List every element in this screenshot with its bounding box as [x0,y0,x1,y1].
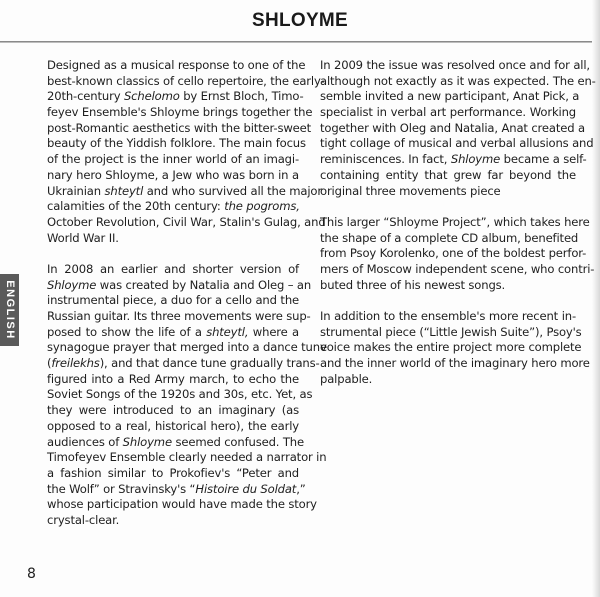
text-run: original three movements piece [320,183,501,198]
text-line [47,152,299,168]
text-run: specialist in verbal art performance. Working [320,105,576,120]
text-run: and who survived all the major [143,183,322,198]
text-run: together with Oleg and Natalia, Anat created a [320,120,585,135]
text-line [320,89,580,105]
text-run: Ukrainian [47,183,105,198]
text-line [320,230,579,247]
italic-text: Histoire du Soldat [195,481,297,496]
paragraph [320,214,595,293]
text-line [47,58,306,74]
language-tab-label: ENGLISH [3,280,16,340]
page-number: 8 [27,566,36,582]
text-run: although not exactly as it was expected. The en- [320,73,596,88]
text-run: In 2009 the issue was resolved once and for all, [320,58,590,72]
text-run: was created by Natalia and Oleg – an [96,277,312,292]
text-run: of the project is the inner world of an imagi- [47,152,299,167]
text-line [47,214,326,231]
text-line [47,403,299,419]
text-line [47,168,299,184]
text-run: posed to show the life of a [47,324,207,339]
text-run: synagogue prayer that merged into a dance tune [47,340,327,355]
text-run: feyev Ensemble's Shloyme brings together the [47,105,313,120]
text-line [47,183,322,200]
text-line [320,214,590,231]
paragraph [47,261,327,529]
text-run: containing entity that grew far beyond the [320,167,576,182]
text-run: Russian guitar. Its three movements were sup- [47,309,311,323]
text-line [320,168,576,184]
text-line [47,120,312,137]
text-run: best-known classics of cello repertoire, the early- [47,73,325,88]
text-run: tight collage of musical and verbal allusions and [320,136,594,151]
text-run: In 2008 an earlier and shorter version of [47,261,299,276]
text-line [47,434,304,451]
text-run: strumental piece (“Little Jewish Suite”), Psoy's [320,324,582,339]
paragraph [47,58,326,246]
text-line [47,497,317,513]
text-run: by Ernst Bloch, Timo- [179,89,304,104]
page-edge [592,0,600,597]
text-line [47,293,299,309]
text-line [47,466,299,482]
italic-text: shteytl, [206,324,249,339]
italic-text: Schelomo [123,89,180,104]
text-line [320,105,576,121]
text-line [47,372,299,388]
text-run: beauty of the Yiddish folklore. The main focus [47,136,306,151]
text-line [47,356,320,372]
italic-text: shteytl [104,183,144,198]
text-run: calamities of the 20th century: [47,199,225,214]
text-run: where a [248,324,299,339]
text-run: seemed confused. The [171,434,304,449]
text-line [320,73,596,90]
italic-text: the pogroms, [224,199,300,214]
italic-text: Shloyme [122,434,172,449]
text-line [47,262,299,278]
text-run: This larger “Shloyme Project”, which takes here [320,214,590,229]
italic-text: Shloyme [47,277,97,292]
text-line [47,89,304,105]
text-line [320,246,587,262]
text-line [47,387,313,403]
text-line [47,136,306,152]
text-run: mers of Moscow independent scene, who contri- [320,261,595,276]
text-run: opposed to a real, historical hero), the early [47,418,299,433]
text-line [47,73,325,90]
text-run: voice makes the entire project more complete [320,340,582,355]
text-line [320,356,590,372]
text-run: nary hero Shloyme, a Jew who was born in a [47,167,299,182]
text-line [47,419,299,435]
italic-text: freilekhs [51,356,100,371]
text-line [47,513,299,529]
left-column [47,58,327,544]
text-line [320,136,594,152]
text-line [320,278,576,294]
text-line [320,58,590,74]
text-run: the Wolf” or Stravinsky's “ [47,481,196,496]
text-line [47,199,299,215]
text-run: ,” [296,481,306,496]
text-line [320,184,576,200]
text-run: crystal-clear. [47,512,120,527]
text-line [47,325,299,341]
text-line [47,340,327,356]
right-column [320,58,596,403]
text-run: instrumental piece, a duo for a cello and the [47,293,299,308]
text-line [320,372,576,388]
text-run: palpable. [320,371,373,386]
text-run: World War II. [47,230,119,245]
text-run: became a self- [500,152,587,167]
text-line [47,231,299,247]
text-run: ( [47,356,52,371]
text-run: the shape of a complete CD album, benefited [320,230,579,245]
text-run: semble invited a new participant, Anat Pick, a [320,89,580,104]
text-run: audiences of [47,434,123,449]
text-run: buted three of his newest songs. [320,277,506,292]
text-run: whose participation would have made the story [47,497,317,512]
text-run: Timofeyev Ensemble clearly needed a narrator in [47,450,327,465]
text-line [47,277,312,294]
language-tab [0,274,19,346]
italic-text: Shloyme [450,152,501,167]
text-line [320,152,587,168]
text-line [320,309,576,325]
text-run: reminiscences. In fact, [320,152,451,167]
text-run: In addition to the ensemble's more recent in- [320,309,576,323]
text-line [47,105,313,121]
text-run: ), and that dance tune gradually trans- [99,356,320,371]
paragraph [320,58,596,199]
text-run: post-Romantic aesthetics with the bitter-sweet [47,120,312,135]
text-line [320,120,585,137]
page-title: SHLOYME [251,10,349,31]
text-line [47,481,306,498]
paragraph [320,309,590,387]
text-line [320,324,582,341]
text-run: October Revolution, Civil War, Stalin's Gulag, and [47,214,326,229]
text-run: Designed as a musical response to one of the [47,58,306,72]
text-run: a fashion similar to Prokofiev's “Peter and [47,465,299,480]
text-run: Soviet Songs of the 1920s and 30s, etc. Yet, as [47,387,313,402]
text-run: and the inner world of the imaginary hero more [320,356,590,371]
text-run: they were introduced to an imaginary (as [47,403,299,418]
text-line [47,309,311,325]
text-line [47,450,327,466]
text-line [320,261,595,278]
text-run: figured into a Red Army march, to echo the [47,371,299,386]
text-run: from Psoy Korolenko, one of the boldest perfor- [320,246,587,261]
text-line [320,340,582,356]
header-rule [0,41,592,43]
text-run: 20th-century [47,89,124,104]
